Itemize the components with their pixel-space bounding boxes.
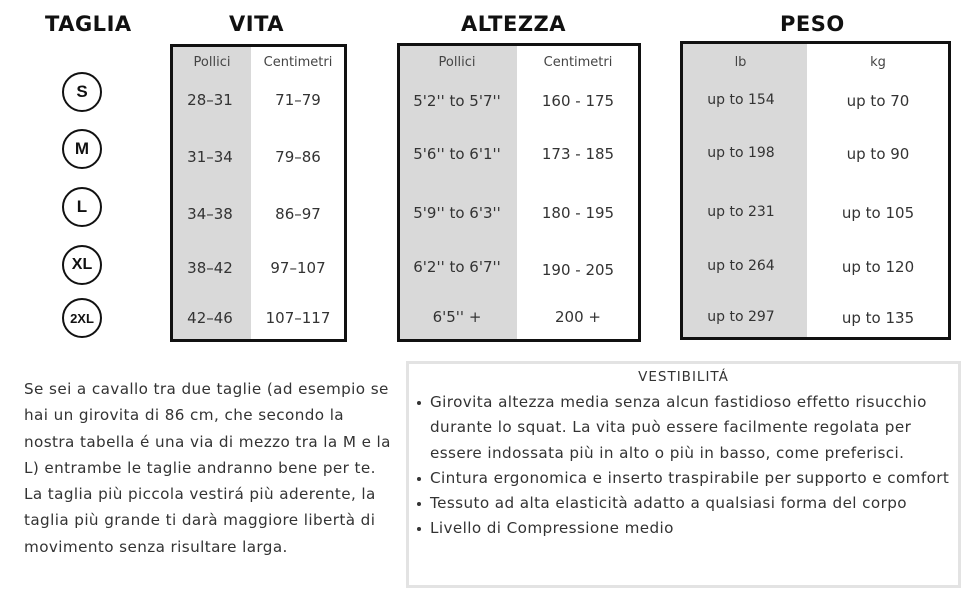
vita-inches-l: 34–38 xyxy=(187,205,233,223)
heading-taglia: TAGLIA xyxy=(45,12,132,36)
peso-kg-m: up to 90 xyxy=(846,145,910,163)
altezza-inches-m: 5'6'' to 6'1'' xyxy=(413,145,501,163)
fit-item xyxy=(409,491,958,516)
vita-cm-m: 79–86 xyxy=(275,148,321,166)
altezza-header-pollici: Pollici xyxy=(438,55,476,70)
fit-item xyxy=(409,390,958,466)
altezza-cm-l: 180 - 195 xyxy=(541,204,615,222)
vita-inches-s: 28–31 xyxy=(187,91,233,109)
vita-inches-2xl: 42–46 xyxy=(187,309,233,327)
fit-item-text: Cintura ergonomica e inserto traspirabile per supporto e comfort xyxy=(430,468,950,487)
peso-lb-s: up to 154 xyxy=(707,92,775,108)
size-badge-2xl: 2XL xyxy=(62,298,102,338)
bullet-icon xyxy=(417,477,421,481)
altezza-table xyxy=(397,43,641,342)
altezza-cm-2xl: 200 + xyxy=(555,308,601,326)
vita-header-centimetri: Centimetri xyxy=(263,55,333,70)
size-badge-xl: XL xyxy=(62,245,102,285)
vita-cm-2xl: 107–117 xyxy=(265,309,331,327)
altezza-cm-s: 160 - 175 xyxy=(541,92,615,110)
fit-item-text: Girovita altezza media senza alcun fastidioso effetto risucchio durante lo squat. La vita può essere facilmente regolata per essere indossata più in alto o più in basso, come preferisci. xyxy=(430,393,927,462)
peso-kg-s: up to 70 xyxy=(846,92,910,110)
peso-lb-m: up to 198 xyxy=(707,145,775,161)
vita-table xyxy=(170,44,347,342)
peso-kg-2xl: up to 135 xyxy=(841,309,915,327)
peso-lb-l: up to 231 xyxy=(707,204,775,220)
vita-cm-s: 71–79 xyxy=(275,91,321,109)
altezza-inches-2xl: 6'5'' + xyxy=(432,308,482,326)
peso-kg-xl: up to 120 xyxy=(841,258,915,276)
altezza-cm-xl: 190 - 205 xyxy=(541,261,615,279)
size-badge-l: L xyxy=(62,187,102,227)
peso-kg-l: up to 105 xyxy=(841,204,915,222)
vita-inches-m: 31–34 xyxy=(187,148,233,166)
fit-item xyxy=(409,516,958,541)
heading-altezza: ALTEZZA xyxy=(461,12,567,36)
fit-item-text: Livello di Compressione medio xyxy=(430,519,674,538)
altezza-cm-m: 173 - 185 xyxy=(541,145,615,163)
heading-peso: PESO xyxy=(780,12,845,36)
peso-lb-2xl: up to 297 xyxy=(707,309,775,325)
size-badge-m: M xyxy=(62,129,102,169)
fit-item-text: Tessuto ad alta elasticità adatto a qualsiasi forma del corpo xyxy=(430,494,907,513)
fit-list xyxy=(409,390,958,542)
size-advice-note: Se sei a cavallo tra due taglie (ad esempio se hai un girovita di 86 cm, che secondo la nostra tabella é una via di mezzo tra la M e la L) entrambe le taglie andranno bene per te. La taglia più piccola vestirá più aderente, la taglia più grande ti darà maggiore libertà di movimento senza risultare larga. xyxy=(24,380,391,556)
bullet-icon xyxy=(417,502,421,506)
size-badge-s: S xyxy=(62,72,102,112)
altezza-inches-l: 5'9'' to 6'3'' xyxy=(413,204,501,222)
bullet-icon xyxy=(417,527,421,531)
fit-box xyxy=(406,361,961,588)
heading-vita: VITA xyxy=(229,12,285,36)
altezza-inches-s: 5'2'' to 5'7'' xyxy=(413,92,501,110)
peso-header-kg: kg xyxy=(870,55,886,70)
altezza-inches-xl: 6'2'' to 6'7'' xyxy=(413,258,501,276)
vita-cm-l: 86–97 xyxy=(275,205,321,223)
vita-inches-xl: 38–42 xyxy=(187,259,233,277)
peso-lb-xl: up to 264 xyxy=(707,258,775,274)
altezza-header-centimetri: Centimetri xyxy=(543,55,613,70)
bullet-icon xyxy=(417,401,421,405)
peso-table xyxy=(680,41,951,340)
fit-item xyxy=(409,466,958,491)
peso-header-lb: lb xyxy=(734,55,747,70)
fit-title: VESTIBILITÁ xyxy=(638,369,729,385)
vita-header-pollici: Pollici xyxy=(193,55,231,70)
vita-cm-xl: 97–107 xyxy=(270,259,326,277)
